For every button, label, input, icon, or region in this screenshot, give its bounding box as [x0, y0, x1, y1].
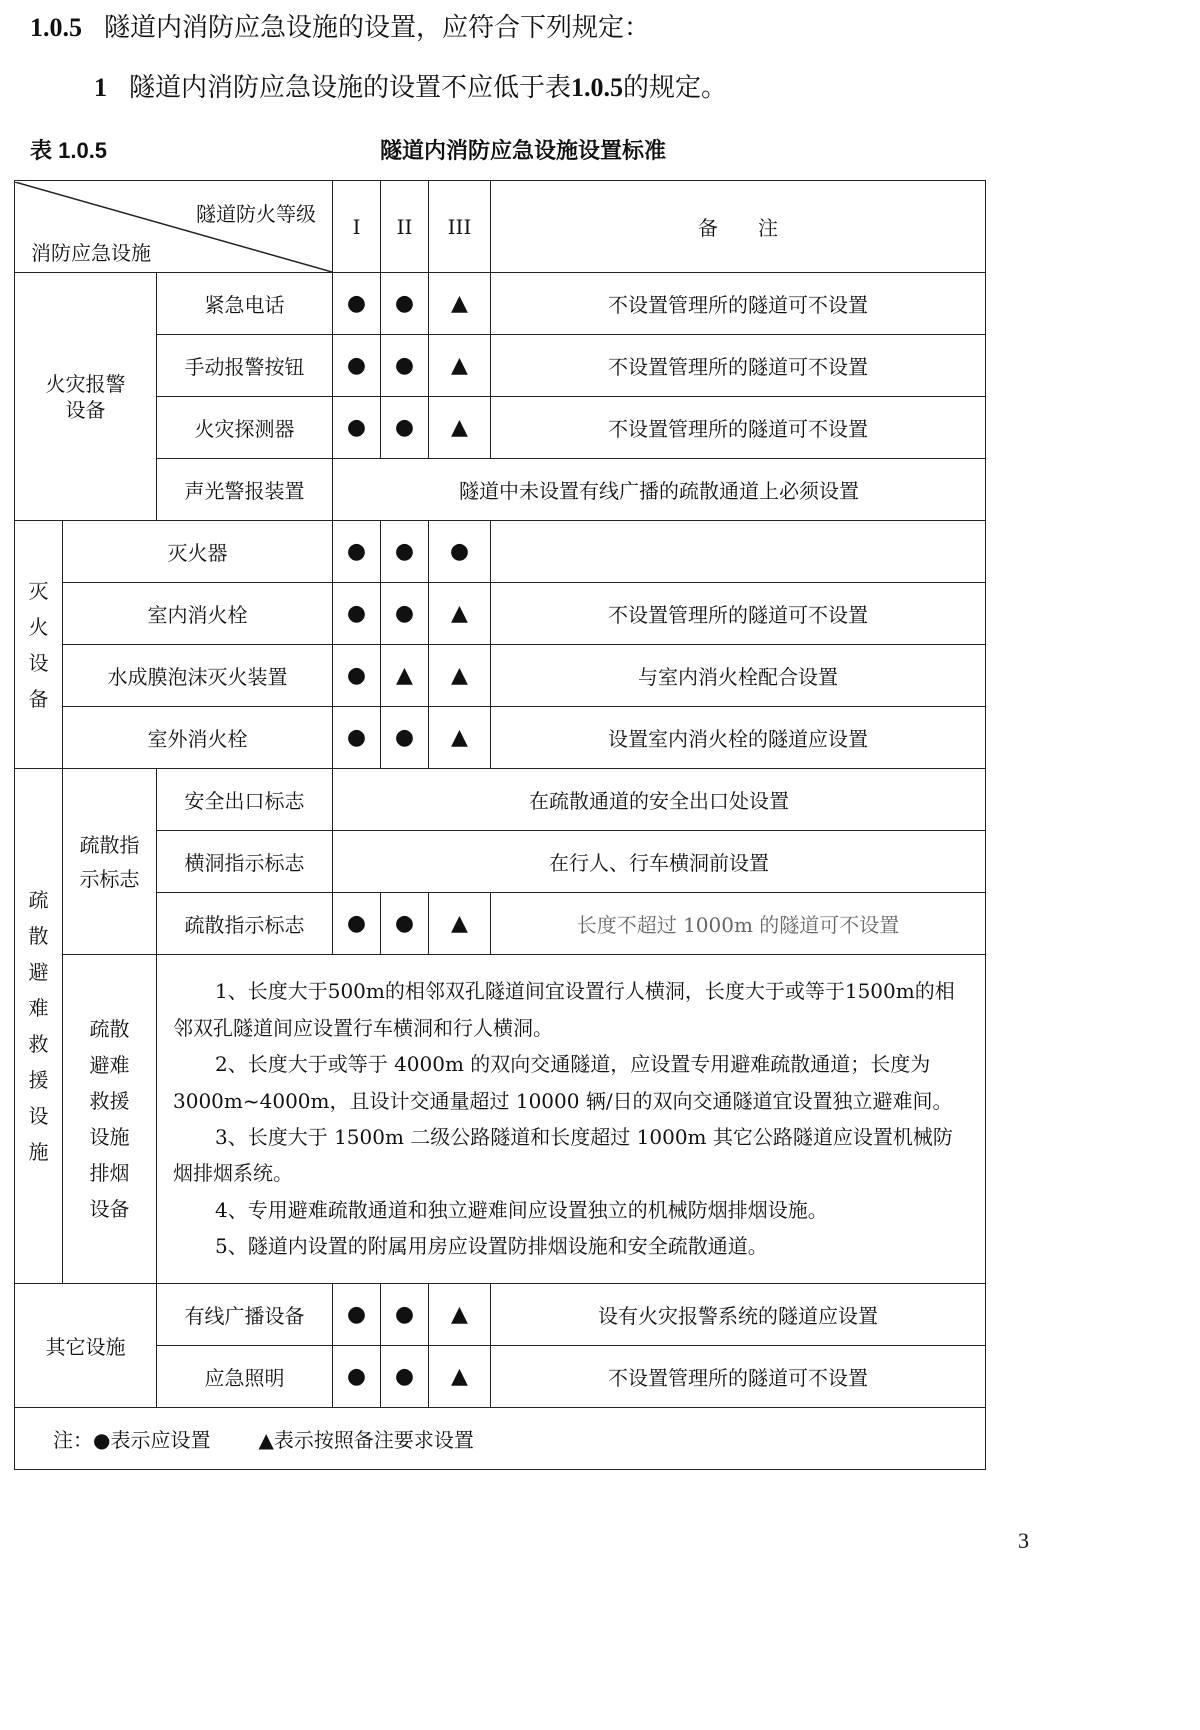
row-name: 安全出口标志 — [157, 769, 333, 831]
table-row — [15, 459, 986, 521]
grade-1-mark: ● — [333, 893, 381, 955]
evac-notes — [157, 955, 986, 1284]
grade-label: 隧道防火等级 — [196, 201, 317, 226]
row-name: 横洞指示标志 — [157, 831, 333, 893]
row-remark: 在疏散通道的安全出口处设置 — [333, 769, 986, 831]
section-text: 隧道内消防应急设施的设置，应符合下列规定： — [104, 13, 651, 43]
evac-note: 2、长度大于或等于 4000m 的双向交通隧道，应设置专用避难疏散通道；长度为 3000m~4000m，且设计交通量超过 10000 辆/日的双向交通隧道宜设置独立避难间。 — [173, 1052, 953, 1113]
grade-3-mark: ▲ — [429, 583, 491, 645]
grade-3-mark: ▲ — [429, 273, 491, 335]
grade-2-mark: ● — [381, 273, 429, 335]
table-row — [15, 583, 986, 645]
grade-2-mark: ● — [381, 1346, 429, 1408]
table-row — [15, 707, 986, 769]
grade-1-mark: ● — [333, 521, 381, 583]
row-remark: 不设置管理所的隧道可不设置 — [491, 1346, 986, 1408]
grade-2-header: II — [381, 181, 429, 273]
row-remark — [491, 521, 986, 583]
grade-2-mark: ● — [381, 335, 429, 397]
grade-2-mark: ● — [381, 583, 429, 645]
footnote-circle: ●表示应设置 — [93, 1428, 211, 1452]
page-number: 3 — [1018, 1528, 1029, 1553]
grade-1-mark: ● — [333, 707, 381, 769]
table-row — [15, 273, 986, 335]
item-number: 1 — [94, 73, 107, 102]
row-remark: 长度不超过 1000m 的隧道可不设置 — [491, 893, 986, 955]
item-text-before: 隧道内消防应急设施的设置不应低于表 — [129, 73, 572, 103]
subgroup-evac-rescue: 疏散 避难 救援 设施 排烟 设备 — [63, 955, 157, 1284]
row-remark: 在行人、行车横洞前设置 — [333, 831, 986, 893]
grade-3-mark: ▲ — [429, 893, 491, 955]
grade-3-mark: ▲ — [429, 1284, 491, 1346]
row-name: 紧急电话 — [157, 273, 333, 335]
item-text-after: 的规定。 — [623, 73, 728, 103]
row-name: 室内消火栓 — [63, 583, 333, 645]
table-row — [15, 831, 986, 893]
row-name: 水成膜泡沫灭火装置 — [63, 645, 333, 707]
row-remark: 不设置管理所的隧道可不设置 — [491, 335, 986, 397]
section-heading — [30, 10, 650, 46]
grade-3-mark: ● — [429, 521, 491, 583]
section-number: 1.0.5 — [30, 13, 82, 42]
grade-1-mark: ● — [333, 645, 381, 707]
header-diagonal-cell — [15, 181, 333, 273]
row-name: 火灾探测器 — [157, 397, 333, 459]
row-remark: 隧道中未设置有线广播的疏散通道上必须设置 — [333, 459, 986, 521]
grade-2-mark: ● — [381, 707, 429, 769]
row-remark: 与室内消火栓配合设置 — [491, 645, 986, 707]
grade-1-header: I — [333, 181, 381, 273]
grade-2-mark: ● — [381, 893, 429, 955]
grade-1-mark: ● — [333, 1284, 381, 1346]
group-fire-alarm: 火灾报警设备 — [15, 273, 157, 521]
table-ref: 1.0.5 — [571, 73, 624, 102]
grade-2-mark: ▲ — [381, 645, 429, 707]
grade-1-mark: ● — [333, 397, 381, 459]
grade-3-mark: ▲ — [429, 335, 491, 397]
remark-header: 备 注 — [491, 181, 986, 273]
table-row — [15, 645, 986, 707]
row-name: 疏散指示标志 — [157, 893, 333, 955]
footnote-triangle: ▲表示按照备注要求设置 — [258, 1428, 474, 1452]
header-row — [15, 181, 986, 273]
table-row — [15, 1284, 986, 1346]
grade-3-mark: ▲ — [429, 707, 491, 769]
row-remark: 设有火灾报警系统的隧道应设置 — [491, 1284, 986, 1346]
grade-3-mark: ▲ — [429, 1346, 491, 1408]
table-row — [15, 397, 986, 459]
row-name: 手动报警按钮 — [157, 335, 333, 397]
table-row — [15, 955, 986, 1284]
row-name: 有线广播设备 — [157, 1284, 333, 1346]
grade-1-mark: ● — [333, 583, 381, 645]
row-remark: 不设置管理所的隧道可不设置 — [491, 273, 986, 335]
table-row — [15, 893, 986, 955]
table-row — [15, 521, 986, 583]
table-footnote — [15, 1408, 986, 1470]
grade-3-mark: ▲ — [429, 645, 491, 707]
group-other: 其它设施 — [15, 1284, 157, 1408]
grade-1-mark: ● — [333, 1346, 381, 1408]
grade-1-mark: ● — [333, 335, 381, 397]
grade-3-mark: ▲ — [429, 397, 491, 459]
footnote-prefix: 注： — [53, 1428, 93, 1452]
row-name: 灭火器 — [63, 521, 333, 583]
grade-3-header: III — [429, 181, 491, 273]
table-number: 表 1.0.5 — [30, 138, 108, 163]
row-remark: 设置室内消火栓的隧道应设置 — [491, 707, 986, 769]
group-evacuation: 疏 散 避 难 救 援 设 施 — [15, 769, 63, 1284]
evac-note: 5、隧道内设置的附属用房应设置防排烟设施和安全疏散通道。 — [215, 1234, 768, 1259]
evac-note: 4、专用避难疏散通道和独立避难间应设置独立的机械防烟排烟设施。 — [215, 1197, 828, 1222]
grade-1-mark: ● — [333, 273, 381, 335]
evac-note: 1、长度大于500m的相邻双孔隧道间宜设置行人横洞，长度大于或等于1500m的相邻双孔隧道间应设置行车横洞和行人横洞。 — [173, 979, 955, 1040]
group-extinguish: 灭 火 设 备 — [15, 521, 63, 769]
table-row — [15, 769, 986, 831]
evac-note: 3、长度大于 1500m 二级公路隧道和长度超过 1000m 其它公路隧道应设置机械防烟排烟系统。 — [173, 1125, 953, 1186]
table-row — [15, 1346, 986, 1408]
subgroup-evac-signs: 疏散指示标志 — [63, 769, 157, 955]
table-title: 隧道内消防应急设施设置标准 — [380, 138, 667, 163]
table-row — [15, 335, 986, 397]
row-remark: 不设置管理所的隧道可不设置 — [491, 583, 986, 645]
row-name: 应急照明 — [157, 1346, 333, 1408]
row-name: 声光警报装置 — [157, 459, 333, 521]
facility-table — [14, 180, 986, 1470]
item-1 — [94, 70, 727, 106]
grade-2-mark: ● — [381, 521, 429, 583]
grade-2-mark: ● — [381, 1284, 429, 1346]
facility-label: 消防应急设施 — [31, 240, 151, 265]
footnote-row — [15, 1408, 986, 1470]
grade-2-mark: ● — [381, 397, 429, 459]
row-remark: 不设置管理所的隧道可不设置 — [491, 397, 986, 459]
row-name: 室外消火栓 — [63, 707, 333, 769]
